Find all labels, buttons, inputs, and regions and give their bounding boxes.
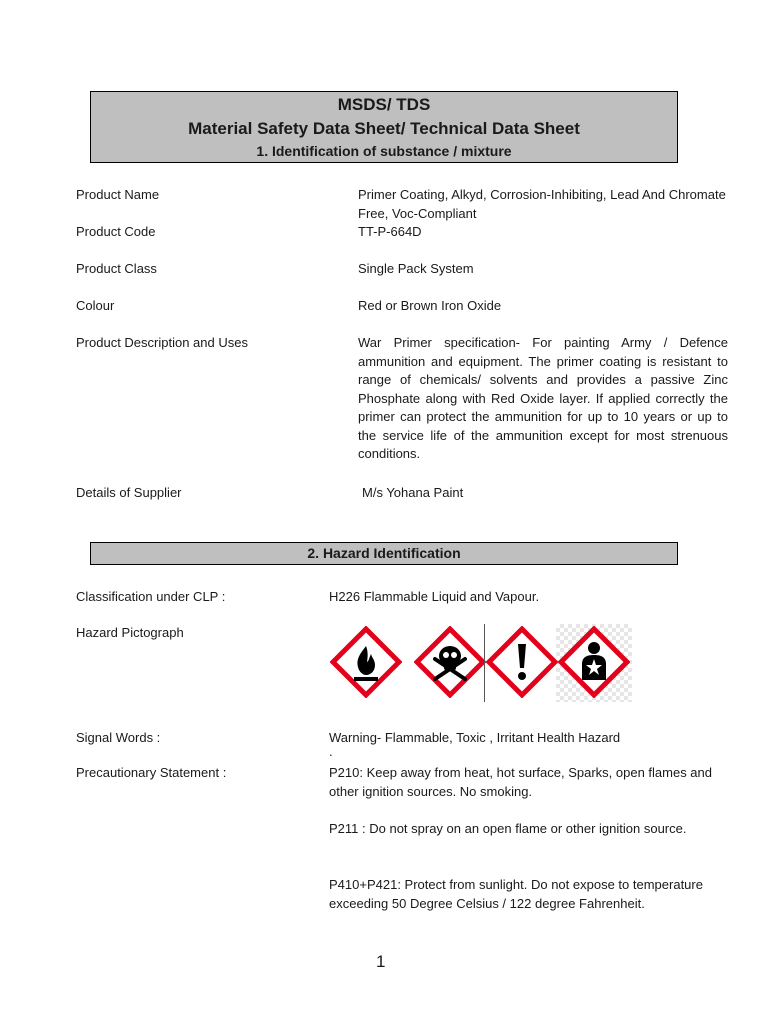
description-label: Product Description and Uses	[76, 335, 248, 350]
document-header	[90, 91, 678, 163]
supplier-label: Details of Supplier	[76, 485, 182, 500]
product-class-value: Single Pack System	[358, 261, 474, 276]
section-2-title: 2. Hazard Identification	[90, 542, 678, 565]
product-code-label: Product Code	[76, 224, 156, 239]
colour-value: Red or Brown Iron Oxide	[358, 298, 502, 313]
clp-label: Classification under CLP :	[76, 589, 226, 604]
precaution-p410: P410+P421: Protect from sunlight. Do not expose to temperature exceeding 50 Degree Celsius / 122 degree Fahrenheit.	[329, 877, 703, 911]
precaution-label: Precautionary Statement :	[76, 765, 227, 780]
health-hazard-icon	[558, 626, 630, 698]
precaution-p211: P211 : Do not spray on an open flame or other ignition source.	[329, 821, 687, 836]
hazard-pictograms	[330, 624, 630, 702]
pictograph-label: Hazard Pictograph	[76, 625, 184, 640]
header-title: MSDS/ TDS	[337, 95, 431, 114]
signal-words-trailing: .	[329, 743, 333, 759]
product-name-label: Product Name	[76, 187, 160, 202]
supplier-value: M/s Yohana Paint	[362, 485, 464, 500]
pictogram-divider	[484, 624, 485, 702]
section-1-title: 1. Identification of substance / mixture	[256, 143, 512, 159]
exclamation-icon	[486, 626, 558, 698]
product-name-value: Primer Coating, Alkyd, Corrosion-Inhibiting, Lead And Chromate Free, Voc-Compliant	[358, 187, 726, 221]
flame-icon	[330, 626, 402, 698]
product-class-label: Product Class	[76, 261, 157, 276]
clp-value: H226 Flammable Liquid and Vapour.	[329, 589, 540, 604]
skull-crossbones-icon	[414, 626, 486, 698]
description-value: War Primer specification- For painting Army / Defence ammunition and equipment. The primer coating is resistant to range of chemicals/ solvents and provides a passive Zinc Phosphate along with Red Oxide layer. If applied correctly the primer can protect the ammunition for up to 10 years or up to the service life of the ammunition except for most strenuous conditions.	[358, 335, 728, 461]
colour-label: Colour	[76, 298, 115, 313]
page-number: 1	[376, 952, 386, 971]
signal-words-label: Signal Words :	[76, 730, 161, 745]
precaution-p210: P210: Keep away from heat, hot surface, Sparks, open flames and other ignition sources. No smoking.	[329, 765, 712, 799]
signal-words-text: Warning- Flammable, Toxic , Irritant Health Hazard	[329, 730, 621, 745]
product-code-value: TT-P-664D	[358, 224, 422, 239]
signal-words-value	[329, 729, 729, 759]
header-subtitle: Material Safety Data Sheet/ Technical Data Sheet	[188, 119, 580, 138]
